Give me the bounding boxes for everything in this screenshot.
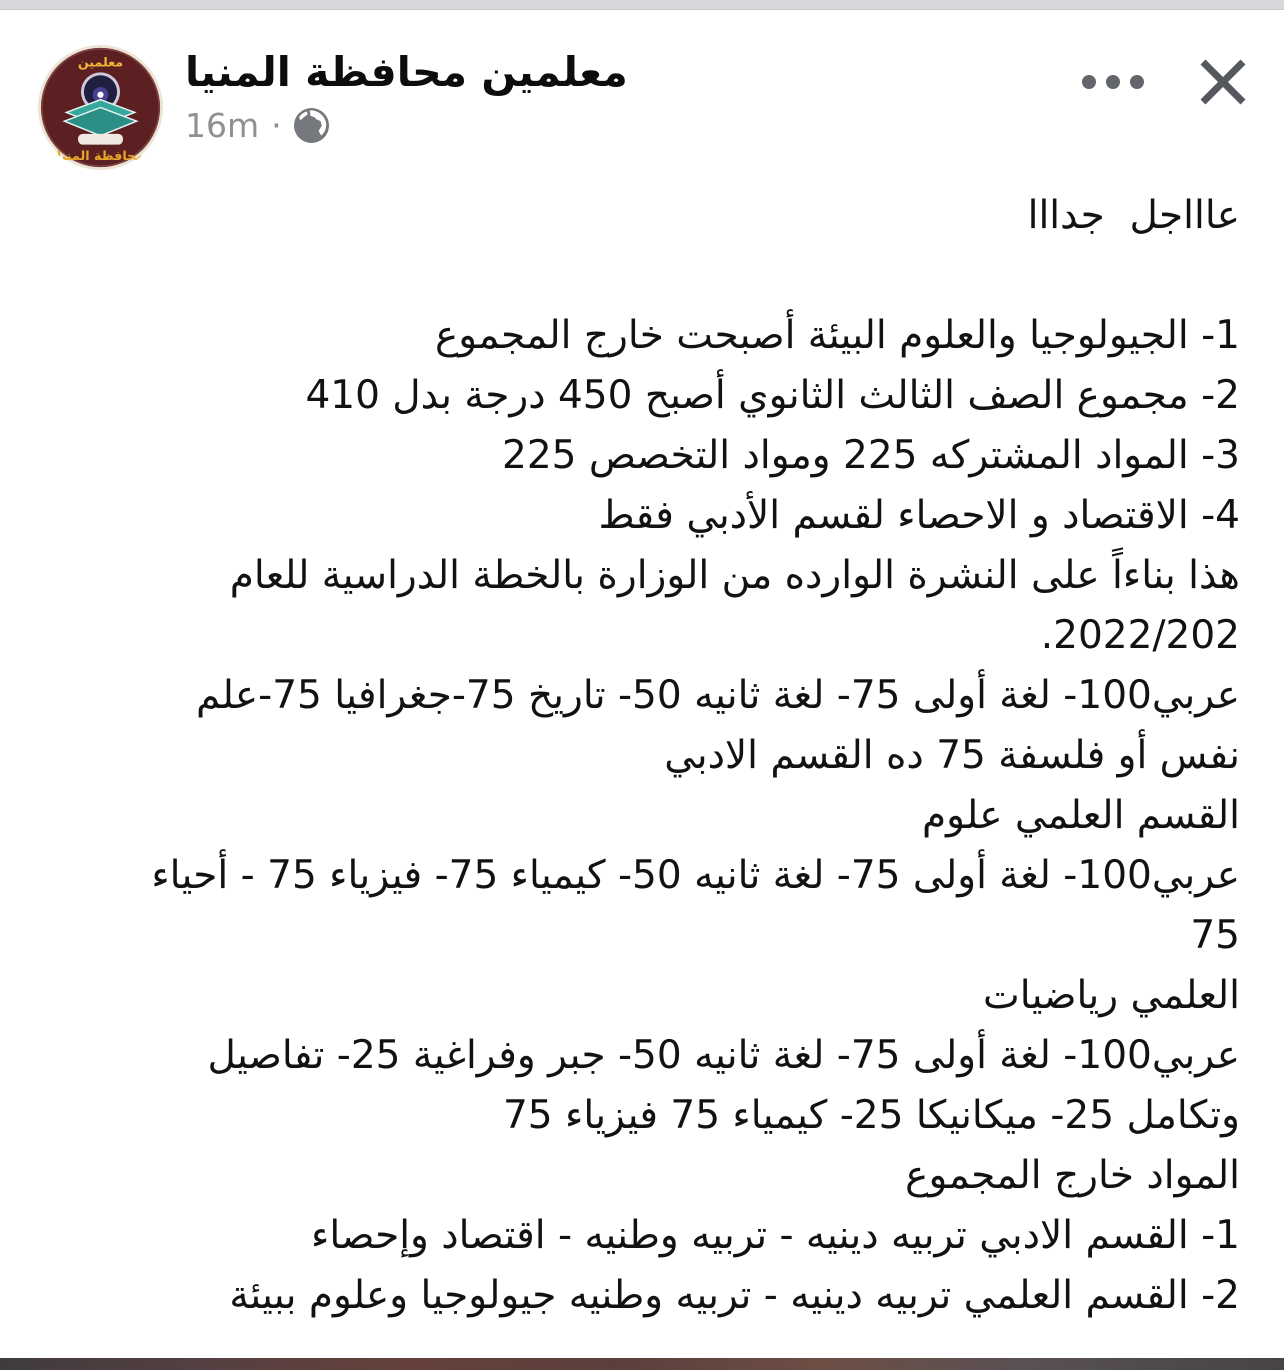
post-header — [0, 9, 1284, 185]
three-dots-icon — [1080, 74, 1146, 90]
page-avatar[interactable] — [37, 44, 164, 171]
more-options-button[interactable] — [1080, 74, 1146, 90]
post-line: نفس أو فلسفة 75 ده القسم الادبي — [664, 733, 1240, 778]
post-line: عربي100- لغة أولى 75- لغة ثانيه 50- تاريخ 75-جغرافيا 75-علم — [196, 673, 1240, 718]
post-line: 2- مجموع الصف الثالث الثانوي أصبح 450 درجة بدل 410 — [305, 373, 1240, 418]
post-line — [40, 246, 1240, 306]
page-name[interactable]: معلمين محافظة المنيا — [185, 48, 628, 96]
attached-image-edge[interactable] — [0, 1358, 1284, 1370]
globe-public-icon — [294, 108, 329, 143]
post-line: 75 — [1190, 913, 1240, 958]
page-logo — [37, 44, 164, 171]
post-line: عاااجل جدااا — [1027, 193, 1240, 238]
post-text — [0, 186, 1284, 1326]
post-line: 3- المواد المشتركه 225 ومواد التخصص 225 — [502, 433, 1240, 478]
post-line: هذا بناءاً على النشرة الوارده من الوزارة بالخطة الدراسية للعام — [229, 553, 1240, 598]
avatar-top-text: معلمين — [77, 54, 124, 70]
post-line: 1- الجيولوجيا والعلوم البيئة أصبحت خارج المجموع — [435, 313, 1240, 358]
post-line: العلمي رياضيات — [983, 973, 1240, 1018]
close-button[interactable] — [1194, 53, 1252, 111]
meta-separator: · — [271, 106, 282, 146]
post-line: وتكامل 25- ميكانيكا 25- كيمياء 75 فيزياء 75 — [502, 1093, 1240, 1138]
post-meta — [185, 106, 628, 145]
post-line: المواد خارج المجموع — [905, 1153, 1240, 1198]
post-line: 2022/202. — [1040, 613, 1240, 658]
post-line: عربي100- لغة أولى 75- لغة ثانيه 50- كيمياء 75- فيزياء 75 - أحياء — [151, 853, 1240, 898]
close-icon — [1194, 53, 1252, 111]
post-line: 2- القسم العلمي تربيه دينيه - تربيه وطنيه جيولوجيا وعلوم ببيئة — [229, 1273, 1240, 1318]
post-line: عربي100- لغة أولى 75- لغة ثانيه 50- جبر وفراغية 25- تفاصيل — [207, 1033, 1240, 1078]
timestamp[interactable]: 16m — [185, 106, 260, 146]
post-line: القسم العلمي علوم — [922, 793, 1240, 838]
avatar-bottom-text: محافظة المنيا — [56, 148, 145, 164]
post-line: 1- القسم الادبي تربيه دينيه - تربيه وطنيه - اقتصاد وإحصاء — [311, 1213, 1240, 1258]
post-line: 4- الاقتصاد و الاحصاء لقسم الأدبي فقط — [598, 493, 1240, 538]
